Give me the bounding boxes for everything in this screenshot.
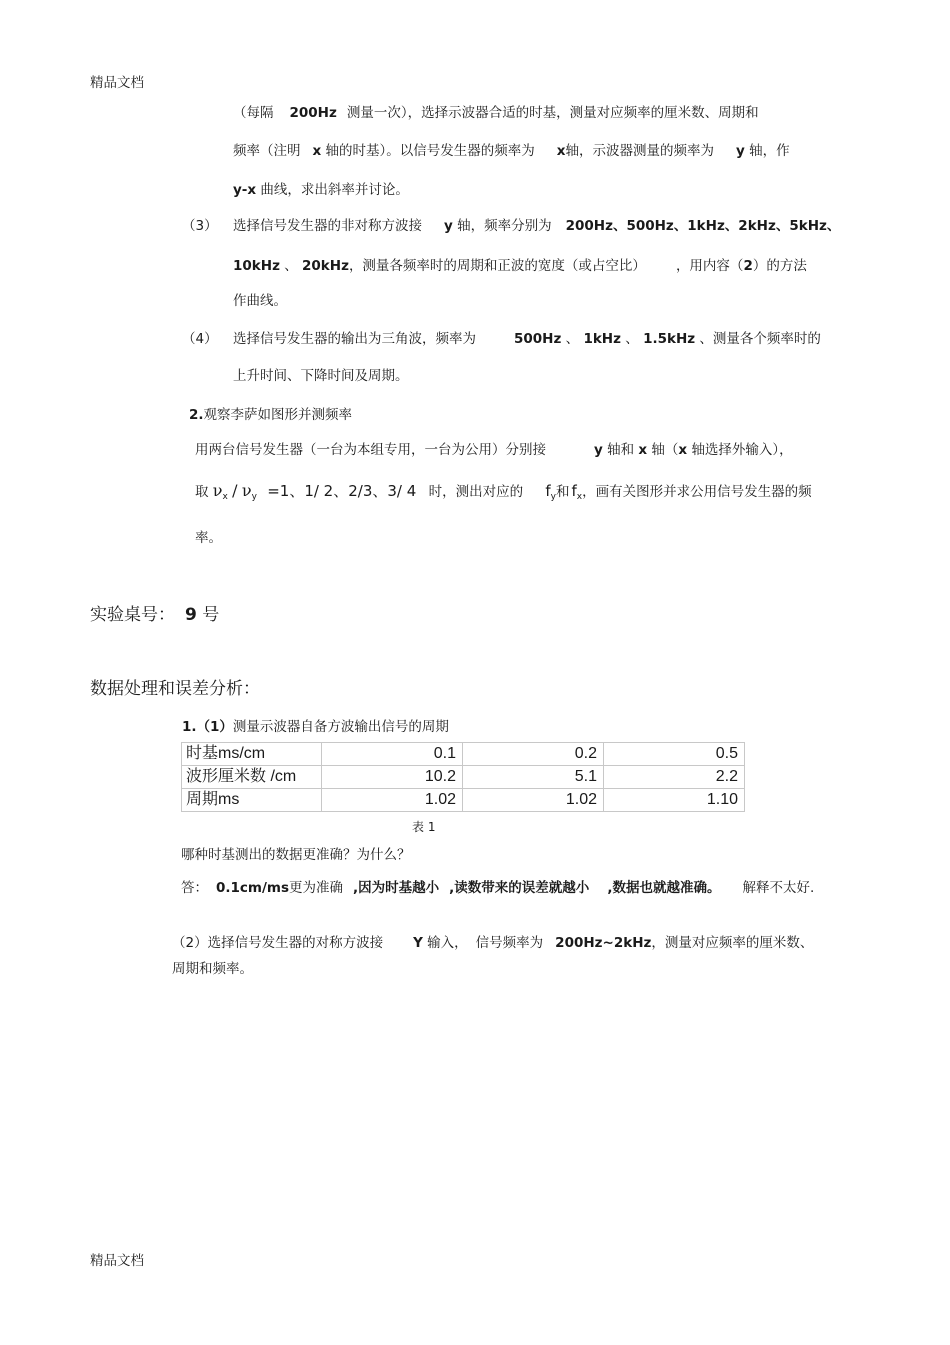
text: 、 (565, 331, 580, 347)
text: 轴，示波器测量的频率为 (565, 143, 714, 159)
item-3-line-2 (233, 254, 807, 274)
section-2-line-3: 率。 (195, 530, 222, 546)
row-label: 时基ms/cm (182, 743, 322, 766)
text: Y (413, 935, 423, 951)
text: 曲线，求出斜率并讨论。 (260, 182, 409, 198)
text: （每隔 (233, 105, 274, 121)
table-cell: 5.1 (463, 766, 604, 789)
analysis-title: 数据处理和误差分析： (90, 679, 260, 699)
text: 取 (195, 484, 209, 500)
ratio-list: =1、1/ 2、2/3、3/ 4 (267, 482, 417, 500)
page-header: 精品文档 (90, 75, 144, 91)
q2-line-1 (172, 931, 813, 951)
text: 轴，作 (749, 143, 790, 159)
text: 选择信号发生器的输出为三角波，频率为 (233, 331, 476, 347)
text: 测量一次），选择示波器合适的时基，测量对应频率的厘米数、周期和 (346, 105, 759, 121)
row-label: 周期ms (182, 789, 322, 812)
text: 信号频率为 (475, 935, 544, 951)
text: x (638, 442, 648, 458)
table-row (182, 743, 745, 766)
text: 轴选择外输入）， (691, 442, 793, 458)
table-cell: 1.02 (322, 789, 463, 812)
text: 输入， (427, 935, 468, 951)
text: 2 (743, 258, 753, 274)
text: 观察李萨如图形并测频率 (203, 407, 353, 423)
item-4-line-1 (233, 327, 821, 347)
table-row (182, 766, 745, 789)
text: 时，测出对应的 (428, 484, 524, 500)
f-symbol: f (571, 482, 577, 500)
item-4-line-2: 上升时间、下降时间及周期。 (233, 368, 409, 384)
text: y (735, 143, 745, 159)
text: 和 (555, 484, 570, 500)
text: ,数据也就越准确。 (607, 880, 721, 896)
section-2-line-2 (195, 480, 812, 502)
table-cell: 1.10 (604, 789, 745, 812)
text: 1kHz (583, 331, 621, 347)
table-cell: 10.2 (322, 766, 463, 789)
text: x (556, 143, 566, 159)
text: ，测量各频率时的周期和正波的宽度（或占空比） (348, 258, 646, 274)
subscript: x (576, 492, 583, 502)
text: 、测量各个频率时的 (699, 331, 821, 347)
text: 频率（注明 (233, 143, 301, 159)
text: 答： (181, 880, 208, 896)
table-row (182, 789, 745, 812)
text: y (594, 442, 603, 458)
item-3-number: （3） (182, 218, 218, 234)
text: 200Hz~2kHz (555, 935, 652, 951)
item-4-number: （4） (182, 331, 218, 347)
q1-title (182, 715, 449, 735)
text: ，测量对应频率的厘米数、 (651, 935, 814, 951)
text: 200Hz (289, 105, 337, 121)
text: 轴和 (607, 442, 635, 458)
row-label: 波形厘米数 /cm (182, 766, 322, 789)
text: 10kHz (233, 258, 280, 274)
page-footer: 精品文档 (90, 1253, 144, 1269)
text: 实验桌号： (90, 605, 175, 625)
table-cell: 1.02 (463, 789, 604, 812)
data-table-1 (181, 742, 745, 812)
text: ,因为时基越小 (353, 880, 440, 896)
text: 轴的时基）。以信号发生器的频率为 (325, 143, 535, 159)
slash: / (232, 481, 238, 500)
text: y (444, 218, 453, 234)
text: ,读数带来的误差就越小 (449, 880, 590, 896)
text: 轴，频率分别为 (457, 218, 552, 234)
text: 轴（ (651, 442, 679, 458)
text: 、 (284, 258, 298, 274)
text: x (312, 143, 322, 159)
table-cell: 0.2 (463, 743, 604, 766)
question: 哪种时基测出的数据更准确？为什么？ (181, 847, 411, 863)
proc-line-2 (233, 139, 790, 159)
item-3-line-3: 作曲线。 (233, 293, 287, 309)
text: x (678, 442, 688, 458)
section-2-line-1 (195, 438, 793, 458)
text: （2）选择信号发生器的对称方波接 (172, 935, 384, 951)
text: 200Hz、500Hz、1kHz、2kHz、5kHz、 (565, 218, 841, 234)
text: 、 (625, 331, 639, 347)
nu-symbol: ν (212, 481, 223, 500)
text: 0.1cm/ms (216, 880, 290, 896)
text: ，画有关图形并求公用信号发生器的频 (582, 484, 812, 500)
table-cell: 0.1 (322, 743, 463, 766)
subscript: y (550, 492, 556, 502)
section-2-title (189, 403, 352, 423)
text: 500Hz (514, 331, 562, 347)
proc-line-3 (233, 178, 409, 198)
text: 1.（1） (182, 719, 233, 735)
text: 解释不太好. (742, 880, 815, 896)
nu-symbol: ν (241, 481, 252, 500)
subscript: y (251, 492, 257, 502)
text: 更为准确 (289, 880, 344, 896)
text: ）的方法 (752, 258, 807, 274)
text: 9 (185, 605, 197, 625)
table-cell: 2.2 (604, 766, 745, 789)
subscript: x (222, 492, 228, 502)
text: ，用内容（ (675, 258, 744, 274)
proc-line-1 (233, 101, 759, 121)
table-caption: 表 1 (412, 820, 436, 834)
text: 选择信号发生器的非对称方波接 (233, 218, 422, 234)
text: 2. (189, 407, 204, 423)
table-cell: 0.5 (604, 743, 745, 766)
text: 测量示波器自备方波输出信号的周期 (232, 719, 449, 735)
text: y-x (233, 182, 257, 198)
q2-line-2: 周期和频率。 (172, 961, 253, 977)
answer (181, 876, 814, 896)
desk-number (90, 600, 219, 625)
text: 1.5kHz (643, 331, 696, 347)
text: 20kHz (302, 258, 349, 274)
text: 用两台信号发生器（一台为本组专用，一台为公用）分别接 (195, 442, 546, 458)
item-3-line-1 (233, 214, 840, 234)
text: 号 (202, 605, 220, 625)
f-symbol: f (545, 482, 551, 500)
